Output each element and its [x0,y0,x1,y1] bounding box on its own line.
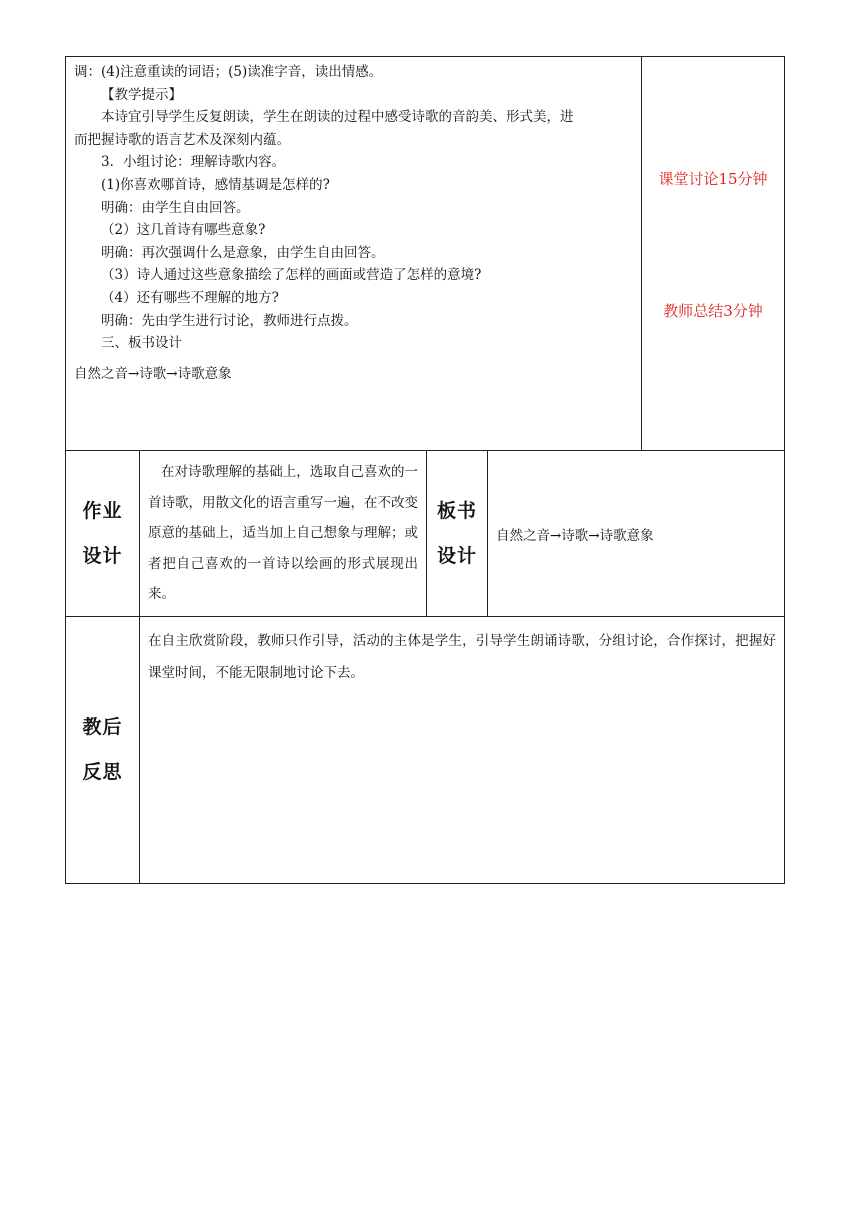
board-label-line2: 设计 [436,544,477,567]
homework-label [82,489,122,579]
teaching-tip-heading: 【教学提示】 [101,86,182,103]
content-line: 明确：先由学生进行讨论，教师进行点拨。 [101,312,358,329]
content-line: 明确：由学生自由回答。 [101,199,250,216]
homework-label-line2: 设计 [82,544,123,567]
homework-row [66,451,784,617]
lesson-plan-table [65,56,785,884]
content-line: （3）诗人通过这些意象描绘了怎样的画面或营造了怎样的意境? [101,267,482,284]
board-label-line1: 板书 [436,499,477,522]
homework-text: 在对诗歌理解的基础上，选取自己喜欢的一首诗歌，用散文化的语言重写一遍，在不改变原意的基础上，适当加上自己想象与理解；或者把自己喜欢的一首诗以绘画的形式展现出来。 [140,451,427,616]
reflection-label-line1: 教后 [82,716,123,738]
reflection-text: 在自主欣赏阶段，教师只作引导，活动的主体是学生，引导学生朗诵诗歌，分组讨论，合作探讨，把握好课堂时间，不能无限制地讨论下去。 [148,633,776,681]
process-row [66,57,784,451]
content-line: 调：(4)注意重读的词语；(5)读准字音，读出情感。 [74,64,383,80]
content-line: 本诗宜引导学生反复朗读，学生在朗读的过程中感受诗歌的音韵美、形式美，进 [101,109,574,126]
content-line: （4）还有哪些不理解的地方? [101,289,279,306]
content-line: 而把握诗歌的语言艺术及深刻内蕴。 [74,131,290,148]
time-notes-cell [642,57,784,450]
reflection-label-line2: 反思 [82,761,123,783]
content-line: 3．小组讨论：理解诗歌内容。 [101,154,286,171]
board-flow-line: 自然之音→诗歌→诗歌意象 [74,365,232,382]
reflection-label [82,705,122,795]
board-label [437,489,477,579]
board-label-cell [427,451,488,616]
board-design-heading: 三、板书设计 [101,335,182,352]
process-content-cell [66,57,642,450]
discussion-time-note: 课堂讨论15分钟 [658,170,768,188]
board-text: 自然之音→诗歌→诗歌意象 [496,527,654,544]
content-line: (1)你喜欢哪首诗，感情基调是怎样的? [101,176,330,193]
reflection-row [66,617,784,883]
content-line: 明确：再次强调什么是意象，由学生自由回答。 [101,244,385,261]
reflection-label-cell [66,617,140,883]
summary-time-note: 教师总结3分钟 [663,302,763,320]
homework-label-cell [66,451,140,616]
content-line: （2）这几首诗有哪些意象? [101,222,266,239]
homework-label-line1: 作业 [82,499,123,522]
